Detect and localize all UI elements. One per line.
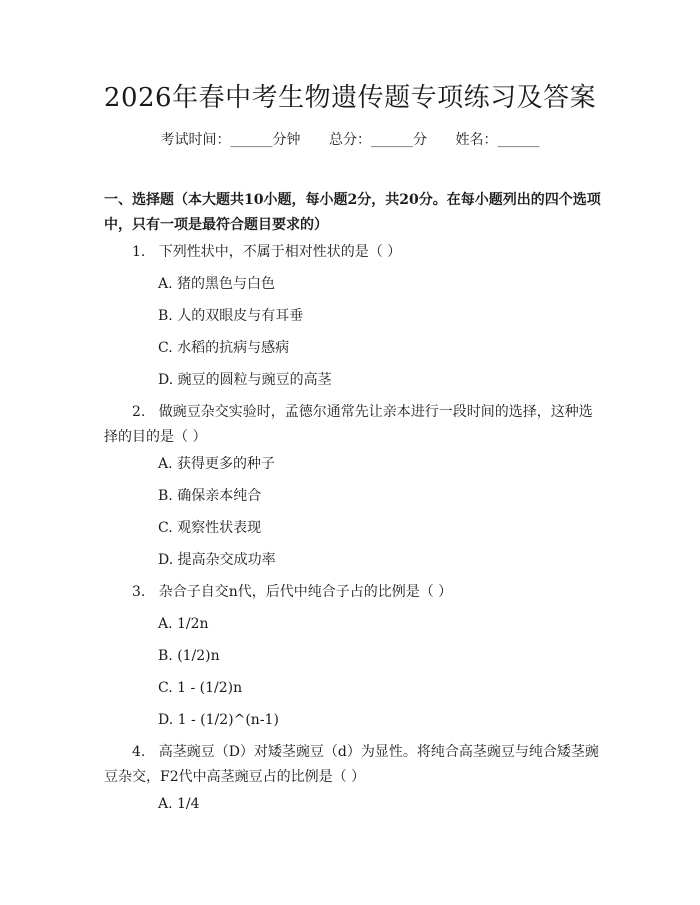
student-name: 姓名：______: [455, 132, 540, 148]
page-title: 2026年春中考生物遗传题专项练习及答案: [103, 83, 597, 113]
question-3-option-d: D. 1 - (1/2)^(n-1): [158, 712, 279, 728]
question-3-option-c: C. 1 - (1/2)n: [158, 680, 243, 696]
question-2-option-c: C. 观察性状表现: [158, 520, 262, 536]
question-2-option-d: D. 提高杂交成功率: [158, 552, 276, 568]
question-1-option-d: D. 豌豆的圆粒与豌豆的高茎: [158, 372, 332, 388]
question-1-stem: 1. 下列性状中，不属于相对性状的是（ ）: [132, 244, 402, 260]
question-4-option-a: A. 1/4: [158, 796, 200, 812]
exam-meta: [0, 130, 700, 150]
question-3-option-a: A. 1/2n: [158, 616, 209, 632]
question-2-option-a: A. 获得更多的种子: [158, 456, 276, 472]
question-4-stem: 4. 高茎豌豆（D）对矮茎豌豆（d）为显性。将纯合高茎豌豆与纯合矮茎豌豆杂交，F2代中高茎豌豆占的比例是（ ）: [104, 744, 599, 785]
question-2-stem: 2. 做豌豆杂交实验时，孟德尔通常先让亲本进行一段时间的选择，这种选择的目的是（ ）: [104, 404, 593, 445]
question-3-stem: 3. 杂合子自交n代，后代中纯合子占的比例是（ ）: [132, 584, 453, 600]
question-1-option-a: A. 猪的黑色与白色: [158, 276, 276, 292]
section-heading: 一、选择题（本大题共10小题，每小题2分，共20分。在每小题列出的四个选项中，只有一项是最符合题目要求的）: [104, 192, 601, 233]
question-1-option-b: B. 人的双眼皮与有耳垂: [158, 308, 304, 324]
question-3-option-b: B. (1/2)n: [158, 648, 220, 664]
question-2-option-b: B. 确保亲本纯合: [158, 488, 262, 504]
exam-time: 考试时间：______分钟: [160, 132, 301, 148]
question-1-option-c: C. 水稻的抗病与感病: [158, 340, 290, 356]
exam-score: 总分：______分: [329, 132, 427, 148]
